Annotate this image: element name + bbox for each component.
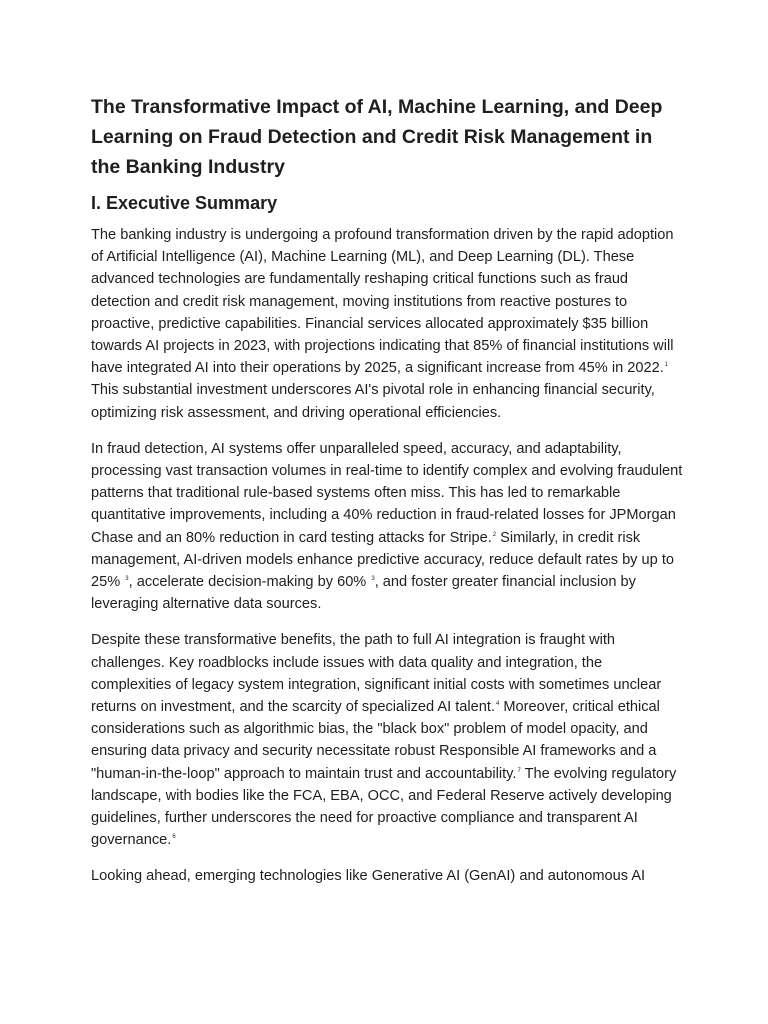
paragraph-text: The banking industry is undergoing a profound transformation driven by the rapid adoption of Artificial Intelligence (AI), Machine Learning (ML), and Deep Learning (DL). These advanced technologies are fundamentally reshaping critical functions such as fraud detection and credit risk management, moving institutions from reactive postures to proactive, predictive capabilities. Financial services allocated approximately $35 billion towards AI projects in 2023, with projections indicating that 85% of financial institutions will have integrated AI into their operations by 2025, a significant increase from 45% in 2022. [91,227,674,377]
paragraph-text: In fraud detection, AI systems offer unparalleled speed, accuracy, and adaptability, processing vast transaction volumes in real-time to identify complex and evolving fraudulent patterns that traditional rule-based systems often miss. This has led to remarkable quantitative improvements, including a 40% reduction in fraud-related losses for JPMorgan Chase and an 80% reduction in card testing attacks for Stripe. [91,440,683,546]
footnote-reference[interactable]: 7 [517,767,521,774]
paragraph-outlook [91,865,683,887]
footnote-reference[interactable]: 3 [371,576,375,583]
paragraph-text: Looking ahead, emerging technologies like Generative AI (GenAI) and autonomous AI [91,868,646,885]
paragraph-text: Despite these transformative benefits, the path to full AI integration is fraught with challenges. Key roadblocks include issues with data quality and integration, the complexities of legacy system integration, significant initial costs with sometimes unclear returns on investment, and the scarcity of specialized AI talent. [91,632,662,716]
footnote-reference[interactable]: 6 [172,834,176,841]
footnote-reference[interactable]: 2 [492,531,497,538]
paragraph-text: , and foster greater financial inclusion by leveraging alternative data sources. [91,574,636,613]
paragraph-text: This substantial investment underscores AI's pivotal role in enhancing financial security, optimizing risk assessment, and driving operational efficiencies. [91,382,655,421]
paragraph-text: Moreover, critical ethical considerations such as algorithmic bias, the "black box" problem of model opacity, and ensuring data privacy and security necessitate robust Responsible AI frameworks and a "human-in-the-loop" approach to maintain trust and accountability. [91,699,660,782]
footnote-reference[interactable]: 1 [664,362,669,369]
paragraph-text: Similarly, in credit risk management, AI-driven models enhance predictive accuracy, reduce default rates by up to 25% [91,529,674,591]
document-page [91,92,683,902]
document-title: The Transformative Impact of AI, Machine Learning, and Deep Learning on Fraud Detection and Credit Risk Management in the Banking Industry [91,96,663,178]
section-heading-executive-summary: I. Executive Summary [91,193,278,213]
paragraph-text: , accelerate decision-making by 60% [128,574,371,591]
paragraph-overview [91,224,683,424]
footnote-reference[interactable]: 4 [495,701,500,708]
footnote-reference[interactable]: 3 [125,576,129,583]
paragraph-challenges [91,629,683,851]
paragraph-fraud-and-credit [91,438,683,616]
paragraph-text: The evolving regulatory landscape, with bodies like the FCA, EBA, OCC, and Federal Reserve actively developing guidelines, further underscores the need for proactive compliance and transparent AI governance. [91,765,677,849]
